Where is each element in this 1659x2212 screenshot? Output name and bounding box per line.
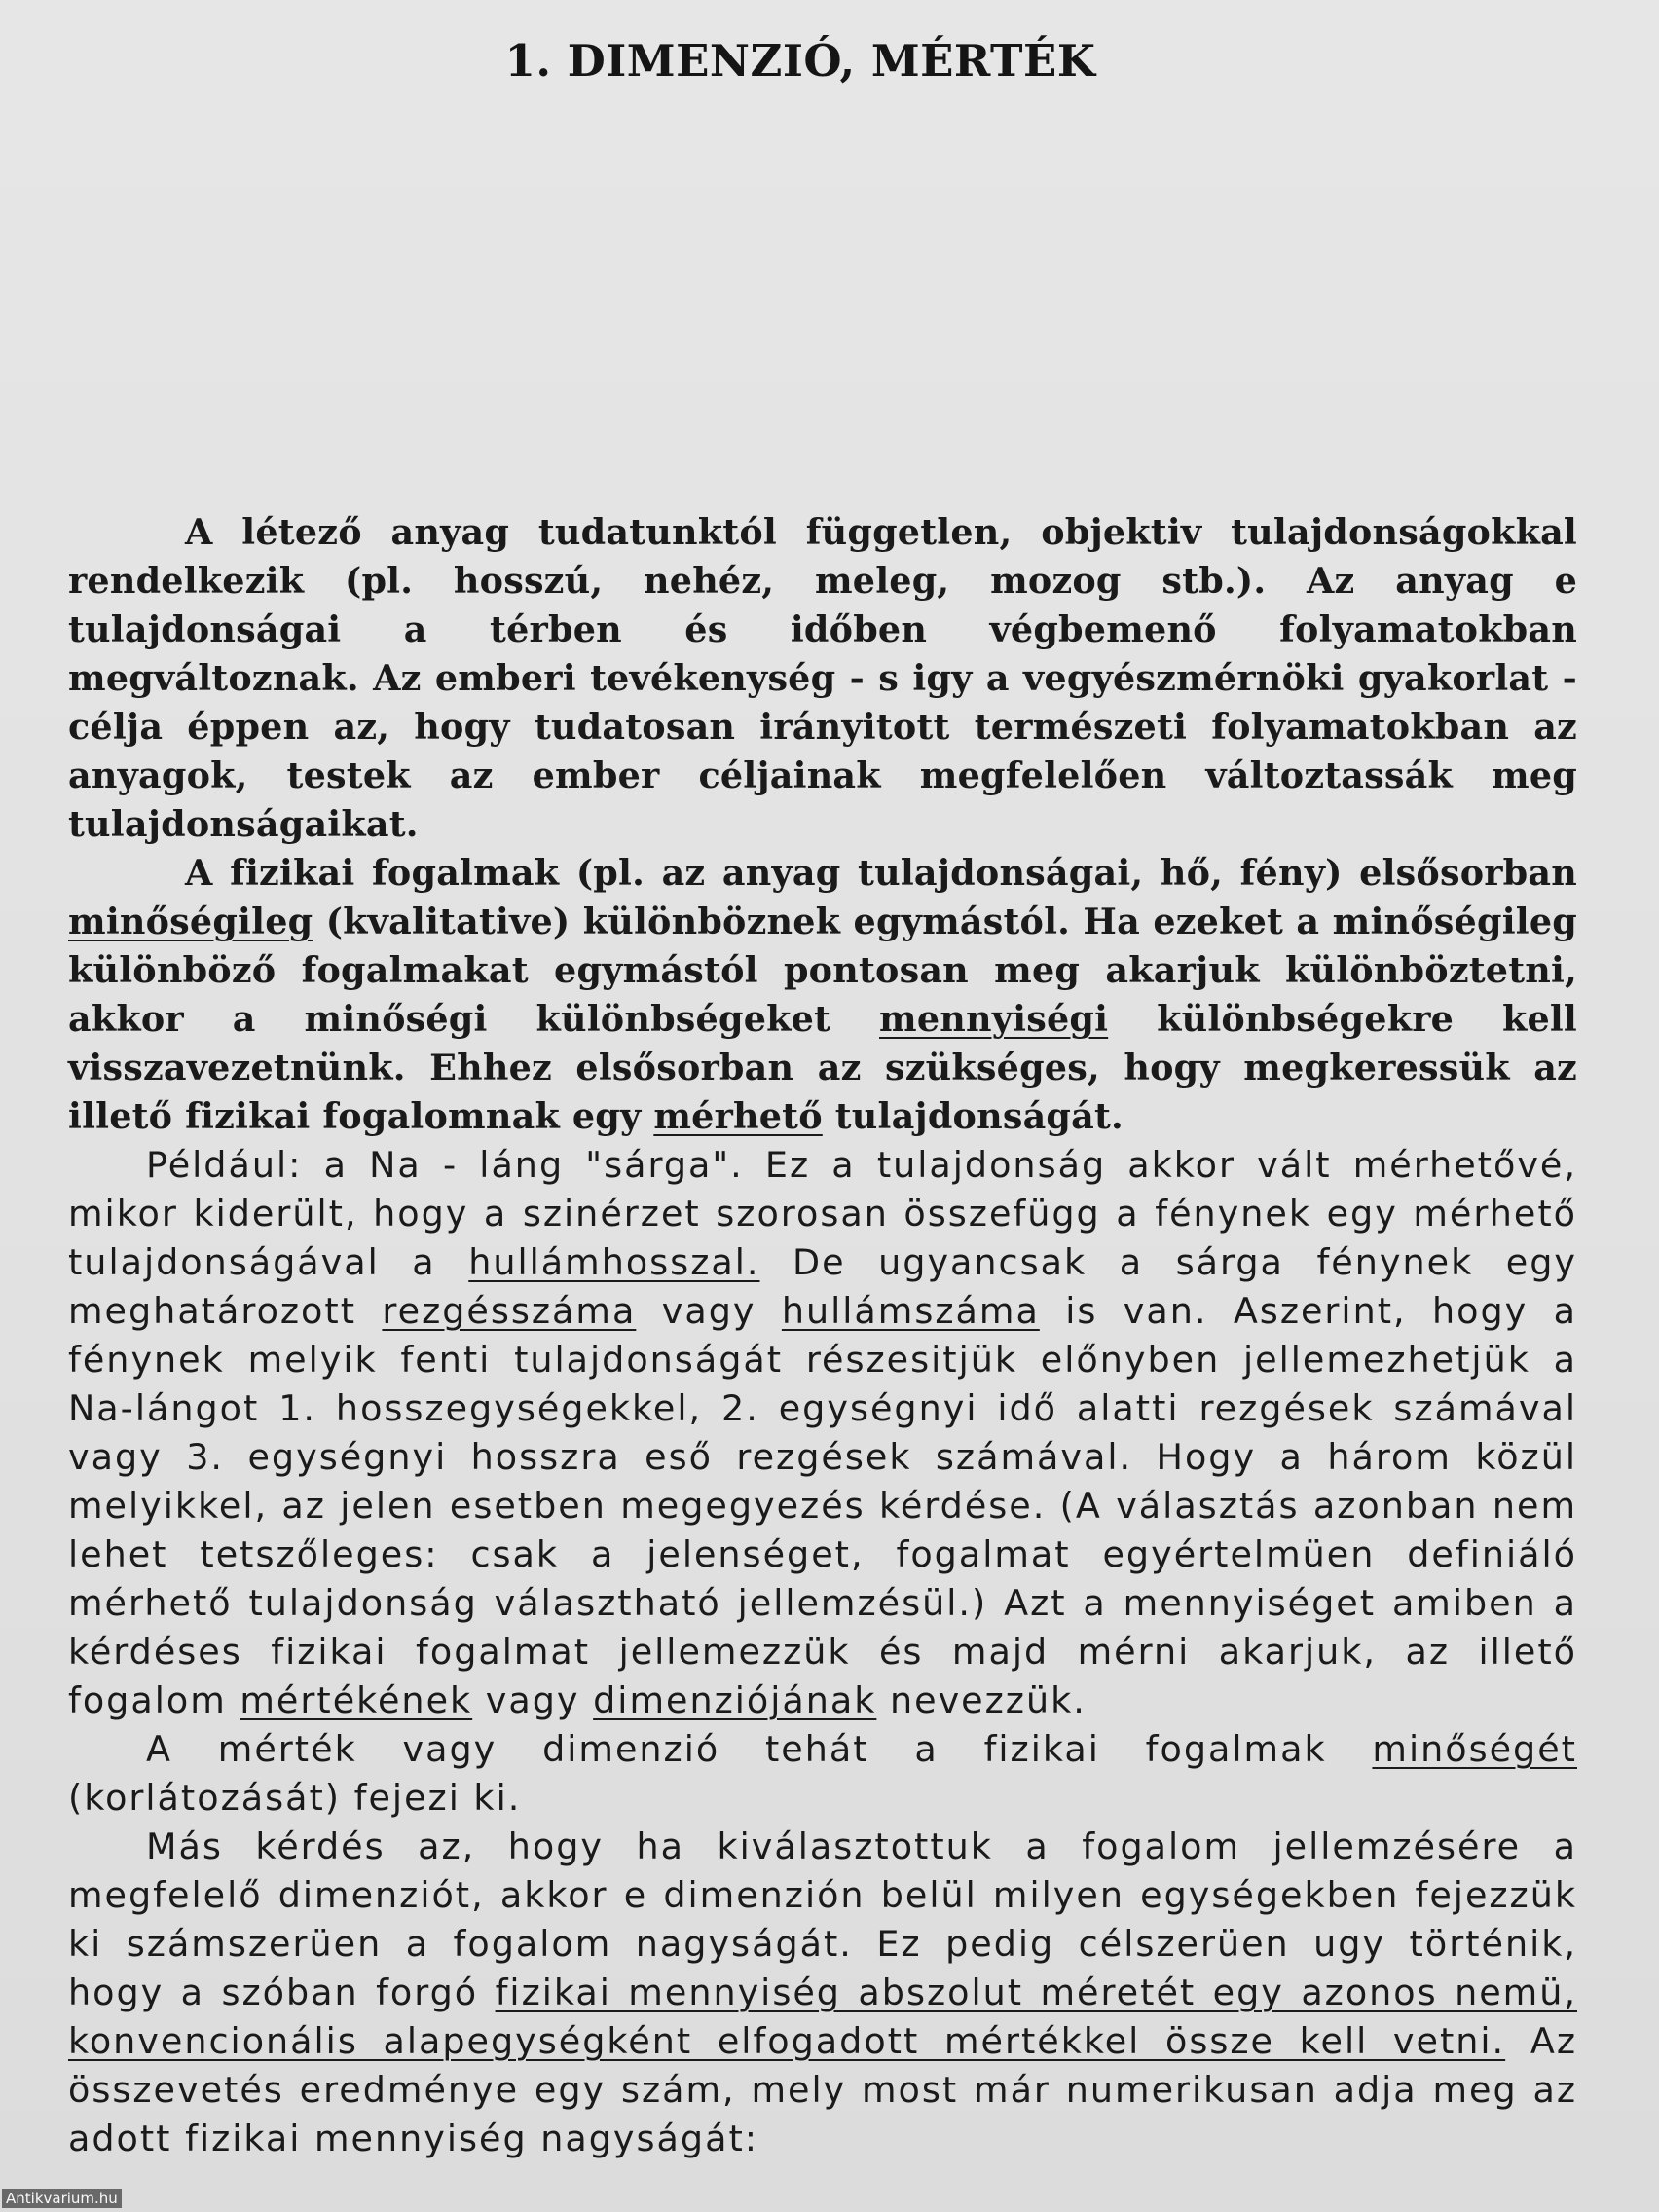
underlined-term-mennyisegi: mennyiségi <box>879 998 1109 1040</box>
paragraph-4-text-b: (korlátozását) fejezi ki. <box>68 1777 522 1819</box>
underlined-term-rezgesszama: rezgésszáma <box>382 1290 637 1332</box>
paragraph-3-text-d: is van. Aszerint, hogy a fénynek melyik fenti tulajdonságát részesitjük előnyben jellemezhetjük a Na-lángot 1. hosszegységekkel, 2. egységnyi idő alatti rezgések számával vagy 3. egységnyi hosszra eső rezgések számával. Hogy a három közül melyikkel, az jelen esetben megegyezés kérdése. (A választás azonban nem lehet tetszőleges: csak a jelenséget, fogalmat egyértelmüen definiáló mérhető tulajdonság választható jellemzésül.) Azt a mennyiséget amiben a kérdéses fizikai fogalmat jellemezzük és majd mérni akarjuk, az illető fogalom <box>68 1290 1577 1721</box>
underlined-term-dimenziojanak: dimenziójának <box>593 1679 877 1721</box>
underlined-term-hullamszama: hullámszáma <box>781 1290 1040 1332</box>
paragraph-2 <box>68 849 1577 1141</box>
body-text <box>68 508 1577 2163</box>
underlined-term-hullamhosszal: hullámhosszal. <box>468 1241 760 1283</box>
paragraph-1-text: A létező anyag tudatunktól független, objektiv tulajdonságokkal rendelkezik (pl. hosszú, nehéz, meleg, mozog stb.). Az anyag e tulajdonságai a térben és időben végbemenő folyamatokban megváltoznak. Az emberi tevékenység - s igy a vegyészmérnöki gyakorlat - célja éppen az, hogy tudatosan irányitott természeti folyamatokban az anyagok, testek az ember céljainak megfelelően változtassák meg tulajdonságaikat. <box>68 511 1577 845</box>
paragraph-2-text-d: tulajdonságát. <box>834 1095 1124 1137</box>
underlined-term-minosegileg: minőségileg <box>68 901 313 942</box>
paragraph-3-text-b: De ugyancsak a sárga fénynek egy meghatározott <box>68 1241 1577 1332</box>
paragraph-5 <box>68 1823 1577 2163</box>
paragraph-3-text-a: Például: a Na - láng "sárga". Ez a tulajdonság akkor vált mérhetővé, mikor kiderült, hogy a szinérzet szorosan összefügg a fénynek egy mérhető tulajdonságával a <box>68 1144 1577 1283</box>
paragraph-4 <box>68 1725 1577 1823</box>
paragraph-5-text-b: Az összevetés eredménye egy szám, mely most már numerikusan adja meg az adott fizikai mennyiség nagyságát: <box>68 2020 1577 2159</box>
underlined-definition: fizikai mennyiség abszolut méretét egy azonos nemü, konvencionális alapegységként elfogadott mértékkel össze kell vetni. <box>68 1972 1577 2062</box>
paragraph-3-text-c: vagy <box>661 1290 756 1332</box>
paragraph-3-text-e: vagy <box>485 1679 580 1721</box>
underlined-term-merheto: mérhető <box>653 1095 823 1137</box>
underlined-term-mertekenek: mértékének <box>240 1679 473 1721</box>
watermark-label: Antikvarium.hu <box>2 2189 122 2208</box>
chapter-title: 1. DIMENZIÓ, MÉRTÉK <box>504 35 1096 87</box>
paragraph-1 <box>68 508 1577 849</box>
paragraph-2-text-b: (kvalitative) különböznek egymástól. Ha ezeket a minőségileg különböző fogalmakat egymástól pontosan meg akarjuk különböztetni, akkor a minőségi különbségeket <box>68 901 1577 1040</box>
paragraph-5-text-a: Más kérdés az, hogy ha kiválasztottuk a fogalom jellemzésére a megfelelő dimenziót, akkor e dimenzión belül milyen egységekben fejezzük ki számszerüen a fogalom nagyságát. Ez pedig célszerüen ugy történik, hogy a szóban forgó <box>68 1825 1577 2013</box>
paragraph-2-text-a: A fizikai fogalmak (pl. az anyag tulajdonságai, hő, fény) elsősorban <box>185 852 1577 894</box>
paragraph-4-text-a: A mérték vagy dimenzió tehát a fizikai fogalmak <box>146 1728 1327 1770</box>
paragraph-3-text-f: nevezzük. <box>889 1679 1087 1721</box>
paragraph-3 <box>68 1141 1577 1725</box>
paragraph-2-text-c: különbségekre kell visszavezetnünk. Ehhez elsősorban az szükséges, hogy megkeressük az illető fizikai fogalomnak egy <box>68 998 1577 1137</box>
underlined-term-minoseget: minőségét <box>1372 1728 1577 1770</box>
